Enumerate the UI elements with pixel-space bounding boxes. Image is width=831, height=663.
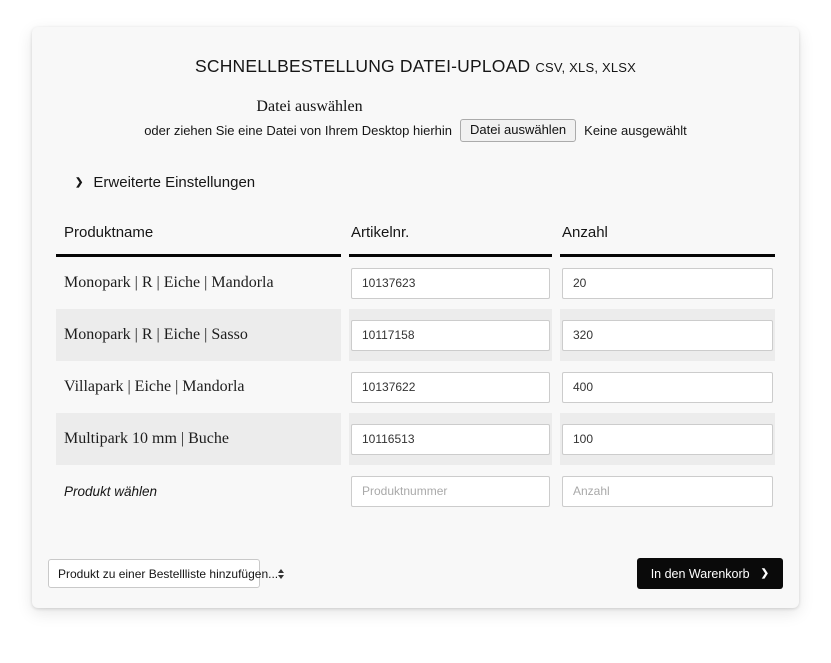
upload-label: Datei auswählen [256, 98, 363, 115]
article-number-input[interactable] [351, 268, 550, 299]
page-title-filetypes: CSV, XLS, XLSX [535, 60, 637, 75]
quick-order-table [48, 218, 783, 517]
chevron-right-icon: ❯ [760, 567, 769, 579]
quantity-input[interactable] [562, 268, 773, 299]
product-name: Multipark 10 mm | Buche [56, 413, 341, 465]
table-row [56, 413, 775, 465]
table-row [56, 257, 775, 309]
quantity-input[interactable] [562, 372, 773, 403]
quantity-input[interactable] [562, 424, 773, 455]
article-number-input[interactable] [351, 320, 550, 351]
quick-order-card [32, 27, 799, 608]
chevron-right-icon: ❯ [75, 176, 84, 188]
table-row [56, 361, 775, 413]
column-header-quantity: Anzahl [560, 218, 775, 257]
quantity-input[interactable] [562, 320, 773, 351]
file-status-text: Keine ausgewählt [584, 123, 687, 138]
table-row-new-product [56, 465, 775, 517]
article-number-input-empty[interactable] [351, 476, 550, 507]
add-to-cart-label: In den Warenkorb [650, 566, 750, 581]
column-header-articleno: Artikelnr. [349, 218, 552, 257]
table-header-row [56, 218, 775, 257]
table-row [56, 309, 775, 361]
upload-drop-text: oder ziehen Sie eine Datei von Ihrem Desktop hierhin [144, 123, 453, 138]
product-name: Monopark | R | Eiche | Mandorla [64, 274, 274, 291]
updown-arrows-icon [278, 569, 284, 579]
choose-product-label: Produkt wählen [64, 483, 158, 499]
upload-row [48, 119, 783, 142]
advanced-settings-toggle[interactable] [75, 174, 783, 191]
product-name: Villapark | Eiche | Mandorla [64, 378, 245, 395]
article-number-input[interactable] [351, 372, 550, 403]
footer-actions [48, 558, 783, 589]
article-number-input[interactable] [351, 424, 550, 455]
file-select-button[interactable]: Datei auswählen [460, 119, 576, 142]
file-upload-dropzone [48, 98, 783, 142]
column-header-productname: Produktname [56, 218, 341, 257]
quantity-input-empty[interactable] [562, 476, 773, 507]
order-list-select[interactable] [48, 559, 279, 588]
advanced-settings-label: Erweiterte Einstellungen [93, 174, 256, 191]
page-title [48, 56, 783, 77]
order-list-select-label: Produkt zu einer Bestellliste hinzufügen... [58, 566, 279, 581]
add-to-cart-button[interactable] [637, 558, 783, 589]
product-name: Monopark | R | Eiche | Sasso [56, 309, 341, 361]
page-title-main: SCHNELLBESTELLUNG DATEI-UPLOAD [194, 56, 531, 76]
